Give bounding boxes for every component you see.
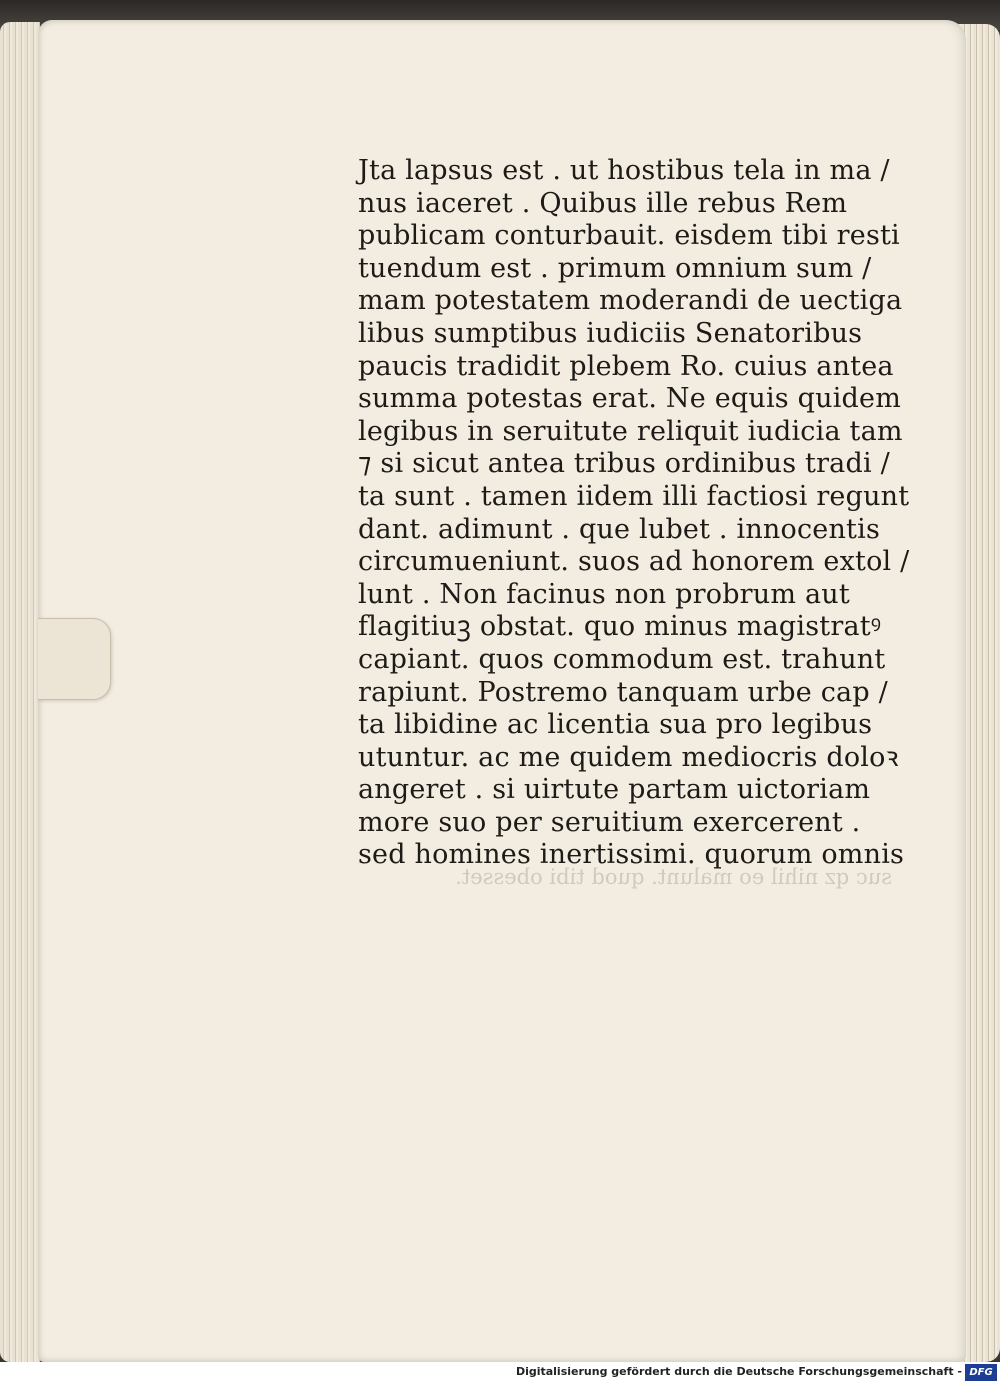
text-line: lunt . Non facinus non probrum aut: [358, 578, 850, 610]
text-line: more suo per seruitium exercerent .: [358, 806, 861, 838]
text-line: legibus in seruitute reliquit iudicia tam: [358, 415, 903, 447]
book-page-edges-left: [0, 22, 40, 1362]
text-line: mam potestatem moderandi de uectiga: [358, 285, 903, 317]
text-line: flagitiuꝫ obstat. quo minus magistratꝰ: [358, 611, 882, 643]
text-line: ⁊ si sicut antea tribus ordinibus tradi /: [358, 448, 890, 480]
page-tab-marker: [38, 618, 111, 700]
dfg-logo[interactable]: DFG: [965, 1364, 997, 1381]
text-line: publicam conturbauit. eisdem tibi resti: [358, 220, 900, 252]
text-line: Jta lapsus est . ut hostibus tela in ma /: [358, 155, 890, 186]
digitization-credit: Digitalisierung gefördert durch die Deutsche Forschungsgemeinschaft -: [515, 1365, 962, 1378]
text-line: ta libidine ac licentia sua pro legibus: [358, 709, 873, 741]
text-line: libus sumptibus iudiciis Senatoribus: [358, 317, 863, 349]
printed-text-block: [358, 155, 910, 872]
show-through-text: suc qz nihil eo malunt. quod tibi obesset.: [455, 865, 892, 889]
text-line: angeret . si uirtute partam uictoriam: [358, 774, 871, 806]
text-line: summa potestas erat. Ne equis quidem: [358, 383, 902, 415]
text-line: paucis tradidit plebem Ro. cuius antea: [358, 350, 894, 382]
text-line: nus iaceret . Quibus ille rebus Rem: [358, 187, 848, 219]
text-line: circumueniunt. suos ad honorem extol /: [358, 546, 910, 578]
text-line: ta sunt . tamen iidem illi factiosi regunt: [358, 480, 910, 512]
text-line: capiant. quos commodum est. trahunt: [358, 643, 886, 675]
text-line: rapiunt. Postremo tanquam urbe cap /: [358, 676, 888, 708]
footer-bar: [0, 1362, 1000, 1383]
text-line: dant. adimunt . que lubet . innocentis: [358, 513, 880, 545]
text-line: tuendum est . primum omnium sum /: [358, 252, 872, 284]
text-line: utuntur. ac me quidem mediocris doloꝛ: [358, 741, 899, 773]
text-line: sed homines inertissimi. quorum omnis: [358, 839, 905, 871]
